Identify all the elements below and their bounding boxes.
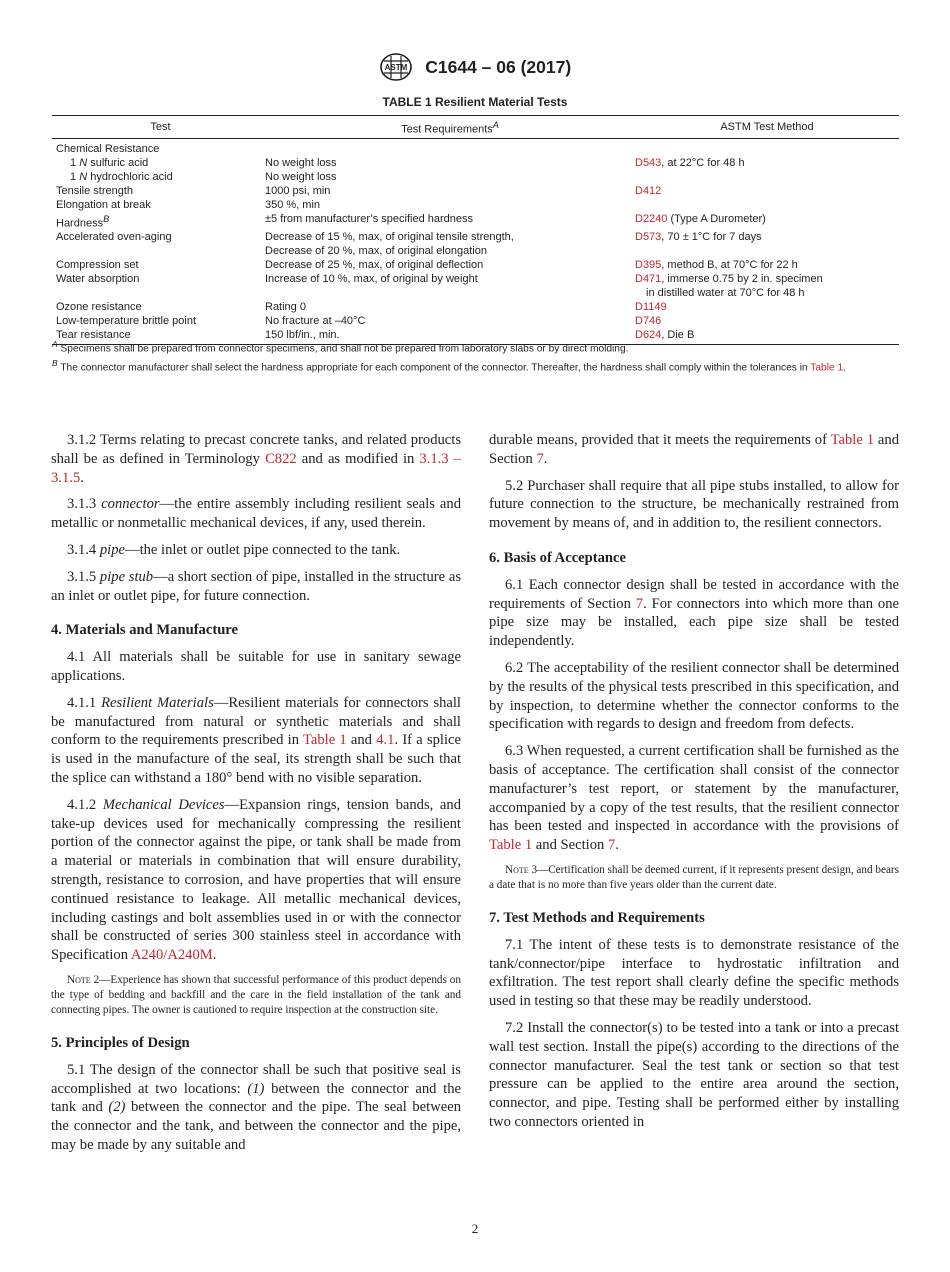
table-caption: TABLE 1 Resilient Material Tests: [382, 95, 568, 109]
page-number: 2: [471, 1221, 479, 1236]
note-3: Note 3—Certification shall be deemed current, if it represents present design, and bears a date that is no more than five years older than the current date.: [489, 863, 899, 891]
paragraph-3-1-5: 3.1.5 pipe stub—a short section of pipe, installed in the structure as an inlet or outlet pipe, for future connection.: [51, 568, 462, 604]
link-d543[interactable]: D543: [635, 156, 662, 169]
link-d573[interactable]: D573: [635, 231, 662, 244]
table-row: Accelerated oven-aging Decrease of 15 %, max, of original tensile strength, Decrease of 20 %, max, of original elongation D573, 70 ± 1°C for 7 days: [56, 231, 762, 258]
table-row: Tensile strength 1000 psi, min D412: [56, 184, 662, 197]
link-section-7[interactable]: 7: [607, 837, 616, 854]
link-table-1[interactable]: Table 1: [810, 362, 844, 374]
paragraph-6-2: 6.2 The acceptability of the resilient connector shall be determined by the results of the physical tests prescribed in this specification, and by inspection, to determine whether the connector conforms to the specification with regards to design and freedom from defects.: [489, 659, 899, 733]
link-table-1[interactable]: Table 1: [489, 837, 533, 854]
table-row: Hardness$^B$ ±5 from manufacturer’s specified hardness D2240 (Type A Durometer): [56, 212, 766, 230]
link-a240[interactable]: A240/A240M: [130, 947, 213, 964]
footnote-a: $^A$ Specimens shall be prepared from connector specimens, and shall not be prepared from laboratory slabs or by direct molding.: [52, 339, 629, 355]
link-section-7[interactable]: 7: [536, 450, 544, 467]
link-table-1[interactable]: Table 1: [302, 732, 347, 749]
paragraph-5-2: 5.2 Purchaser shall require that all pipe stubs installed, to allow for future connection to the structure, be mechanically restrained from movement by means of, and in addition to, the resilient connectors.: [489, 477, 899, 532]
link-table-1[interactable]: Table 1: [830, 432, 875, 448]
header-requirements: Test Requirements$^A$: [265, 116, 635, 139]
paragraph-3-1-2: 3.1.2 Terms relating to precast concrete tanks, and related products shall be as defined in Terminology C822 and as modified in 3.1.3 – 3.1.5.: [51, 432, 461, 486]
paragraph-3-1-3: 3.1.3 connector—the entire assembly including resilient seals and metallic or nonmetallic mechanical devices, if any, used therein.: [51, 496, 462, 532]
table-header-row: [52, 116, 899, 139]
section-heading-7: 7. Test Methods and Requirements: [489, 909, 705, 926]
table-row: Compression set Decrease of 25 %, max, of original deflection D395, method B, at 70°C for 22 h: [56, 259, 798, 272]
paragraph-4-1-1: 4.1.1 Resilient Materials—Resilient materials for connectors shall be manufactured from natural or synthetic materials and shall conform to the requirements prescribed in Table 1 and 4.1. If a splice is used in the manufacture of the seal, its strength shall be such that the splice can withstand a 180° bend with no visible separation.: [51, 694, 461, 786]
link-d746[interactable]: D746: [635, 315, 662, 328]
table-footnotes: [52, 337, 899, 376]
header-test: Test: [52, 116, 265, 139]
table-row: [52, 138, 899, 156]
table-row: Water absorption Increase of 10 %, max, of original by weight D471, immerse 0.75 by 2 in. specimen in distilled water at 70°C for 48 h: [56, 273, 823, 300]
footnote-b: $^B$ The connector manufacturer shall select the hardness appropriate for each component of the connector. Thereafter, the hardness shall comply within the tolerances in Table 1.: [52, 358, 846, 374]
table-row: Elongation at break 350 %, min: [56, 198, 321, 211]
left-column: [51, 431, 461, 1163]
resilient-material-table: [52, 115, 899, 345]
link-d412[interactable]: D412: [635, 184, 662, 197]
link-d1149[interactable]: D1149: [635, 301, 667, 314]
paragraph-4-1-2: 4.1.2 Mechanical Devices—Expansion rings, tension bands, and take-up devices used for mechanically compressing the resilient portion of the connector against the pipe, or tank shall be made from a material or materials in combination that will ensure durability, strength, resistance to corrosion, and have properties that will ensure continued resistance to leakage. All metallic mechanical devices, including castings and bolt assemblies used in or with the connector shall be constructed of series 300 stainless steel in accordance with Specification A240/A240M.: [51, 796, 462, 964]
section-heading-6: 6. Basis of Acceptance: [489, 549, 627, 566]
paragraph-6-1: 6.1 Each connector design shall be tested in accordance with the requirements of Section 7. For connectors into which more than one pipe size may be installed, each pipe size shall be tested independently.: [489, 576, 899, 650]
astm-logo-icon: [379, 52, 413, 82]
link-c822[interactable]: C822: [265, 450, 297, 467]
section-heading-4: 4. Materials and Manufacture: [51, 622, 238, 639]
paragraph-5-1: 5.1 The design of the connector shall be such that positive seal is accomplished at two locations: (1) between the connector and the tank and (2) between the connector and the pipe. The seal between the connector and the tank, and between the connector and the pipe, may be made by any suitable and: [51, 1061, 461, 1153]
svg-text:ASTM: ASTM: [384, 63, 408, 72]
paragraph-5-1-continued: durable means, provided that it meets the requirements of Table 1 and Section 7.: [489, 432, 899, 467]
table-row: 1 N hydrochloric acid No weight loss: [70, 170, 337, 183]
link-3-1-3[interactable]: 3.1.3 – 3.1.5: [51, 450, 461, 486]
note-2: Note 2—Experience has shown that successful performance of this product depends on the type of bedding and backfill and the care in the field installation of the tank and connecting pipes. The owner is cautioned to require inspection at the construction site.: [51, 973, 461, 1016]
paragraph-3-1-4: 3.1.4 pipe—the inlet or outlet pipe connected to the tank.: [67, 541, 401, 558]
link-4-1[interactable]: 4.1: [376, 732, 395, 749]
section-label: Chemical Resistance: [56, 142, 160, 155]
paragraph-7-1: 7.1 The intent of these tests is to demonstrate resistance of the tank/connector/pipe interface to hydrostatic infiltration and exfiltration. The test report shall clearly define the specific methods used in testing so that these may be readily understood.: [489, 936, 899, 1010]
paragraph-4-1: 4.1 All materials shall be suitable for use in sanitary sewage applications.: [51, 649, 461, 684]
link-d471[interactable]: D471: [635, 273, 662, 286]
section-heading-5: 5. Principles of Design: [51, 1034, 190, 1051]
paragraph-7-2: 7.2 Install the connector(s) to be tested into a tank or into a precast wall test section. Install the pipe(s) according to the directions of the connector manufacturer. Seal the test tank or section so that test pressure can be applied to the entire area around the section, connector, and pipe. Testing shall be performed either by installing two connectors oriented in: [489, 1019, 899, 1130]
table-row: Ozone resistance Rating 0 D1149: [56, 301, 667, 314]
link-d624[interactable]: D624: [635, 329, 662, 342]
table-row: Low-temperature brittle point No fracture at –40°C D746: [56, 315, 662, 328]
table-row: Tear resistance 150 lbf/in., min. D624, Die B: [52, 328, 899, 345]
table-row: 1 N sulfuric acid No weight loss D543, at 22°C for 48 h: [70, 156, 745, 169]
link-d395[interactable]: D395: [635, 259, 662, 272]
document-title: C1644 – 06 (2017): [425, 56, 572, 77]
page-header: [0, 52, 950, 82]
paragraph-6-3: 6.3 When requested, a current certification shall be furnished as the basis of acceptance. The certification shall consist of the connector manufacturer’s test report, or statement by the manufacturer, accompanied by a copy of the test results, that the resilient connector has been tested and inspected in accordance with the provisions of Table 1 and Section 7.: [489, 743, 899, 854]
header-method: ASTM Test Method: [635, 116, 899, 139]
right-column: [489, 431, 899, 1140]
link-d2240[interactable]: D2240: [635, 212, 668, 225]
link-section-7[interactable]: 7: [635, 595, 644, 612]
